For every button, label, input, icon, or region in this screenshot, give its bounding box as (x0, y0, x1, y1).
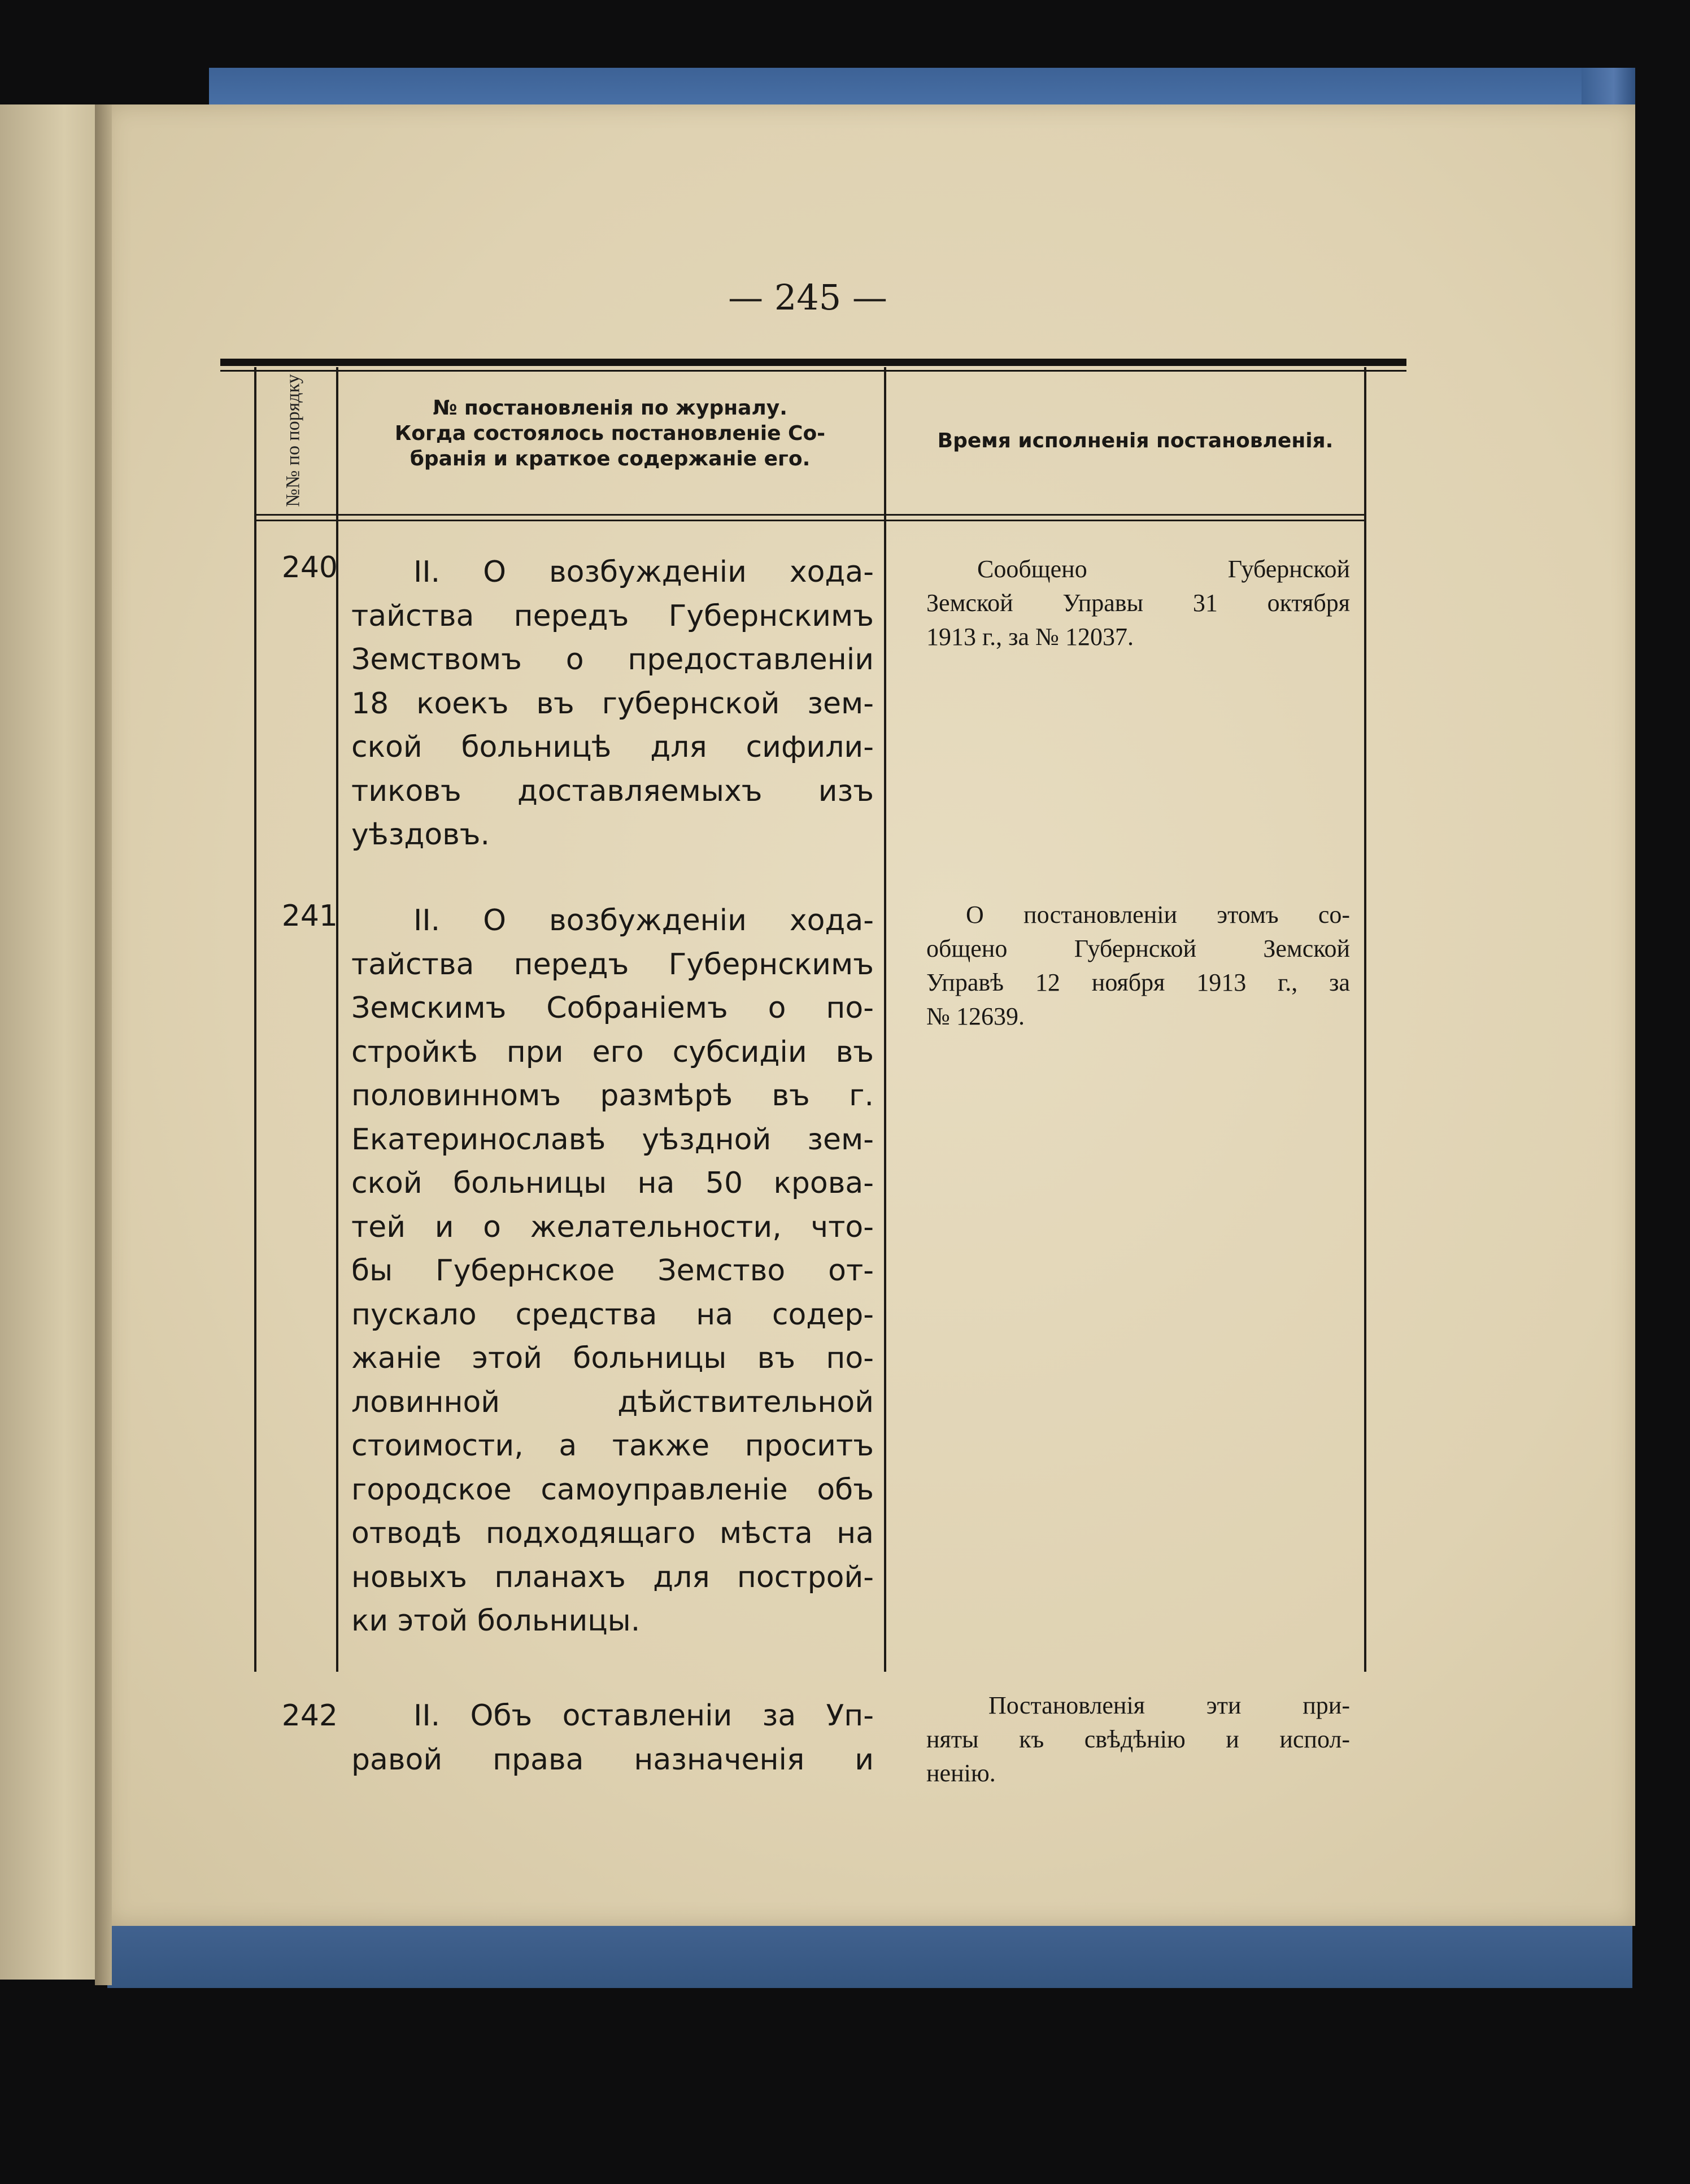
header-bottom-rule (254, 514, 1366, 516)
text-line: ской больницѣ для сифили- (351, 730, 874, 764)
header-resolution-line: № постановленія по журналу. (433, 396, 787, 420)
left-page-edge (0, 104, 107, 1980)
row-number: 240 (281, 551, 338, 585)
text-line: половинномъ размѣрѣ въ г. (351, 1079, 874, 1113)
text-line: Земствомъ о предоставленіи (351, 643, 874, 677)
execution-text (926, 898, 1350, 1034)
book-gutter (95, 104, 112, 1985)
resolution-text (351, 551, 874, 857)
text-line: тайства передъ Губернскимъ (351, 599, 874, 633)
row-number: 241 (281, 899, 338, 933)
resolution-text (351, 899, 874, 1644)
text-line: тиковъ доставляемыхъ изъ (351, 774, 874, 808)
text-line: II. О возбужденіи хода- (413, 555, 874, 589)
text-line: уѣздовъ. (351, 818, 490, 852)
header-bottom-rule-2 (254, 520, 1366, 521)
text-line: отводѣ подходящаго мѣста на (351, 1516, 874, 1550)
text-line: II. О возбужденіи хода- (413, 904, 874, 938)
text-line: равой права назначенія и (351, 1742, 874, 1777)
text-line: городское самоуправленіе объ (351, 1472, 874, 1507)
text-line: № 12639. (926, 1002, 1025, 1030)
text-line: II. Объ оставленіи за Уп- (413, 1699, 874, 1733)
header-number-column (260, 373, 328, 508)
text-line: общено Губернской Земской (926, 935, 1350, 962)
text-line: ской больницы на 50 крова- (351, 1166, 874, 1200)
text-line: Постановленія эти при- (988, 1692, 1350, 1719)
text-line: новыхъ планахъ для построй- (351, 1560, 874, 1594)
column-divider-2 (884, 367, 886, 1672)
text-line: 1913 г., за № 12037. (926, 623, 1134, 651)
execution-text (926, 1689, 1350, 1790)
text-line: стройкѣ при его субсидіи въ (351, 1035, 874, 1069)
text-line: стоимости, а также проситъ (351, 1429, 874, 1463)
text-line: ловинной дѣйствительной (351, 1385, 874, 1419)
header-resolution-line: Когда состоялось постановленіе Со- (394, 422, 826, 445)
text-line: пускало средства на содер- (351, 1297, 874, 1332)
text-line: бы Губернское Земство от- (351, 1254, 874, 1288)
text-line: Земской Управы 31 октября (926, 589, 1350, 617)
text-line: Земскимъ Собраніемъ о по- (351, 991, 874, 1025)
table-right-border (1364, 367, 1366, 1672)
text-line: тей и о желательности, что- (351, 1210, 874, 1244)
text-line: Екатеринославѣ уѣздной зем- (351, 1122, 874, 1157)
text-line: О постановленіи этомъ со- (966, 901, 1350, 928)
text-line: жаніе этой больницы въ по- (351, 1341, 874, 1375)
text-line: Управѣ 12 ноября 1913 г., за (926, 969, 1350, 996)
text-line: ки этой больницы. (351, 1604, 641, 1638)
text-line: Сообщено Губернской (977, 555, 1350, 583)
header-number-label: №№ по порядку (283, 374, 304, 507)
page-number: — 245 — (728, 277, 887, 318)
text-line: ненію. (926, 1759, 996, 1787)
table-left-border (254, 367, 256, 1672)
text-line: тайства пepeдъ Губернскимъ (351, 947, 874, 982)
text-line: няты къ свѣдѣнію и испол- (926, 1725, 1350, 1753)
execution-text (926, 552, 1350, 654)
row-number: 242 (281, 1699, 338, 1733)
header-resolution-column (345, 395, 876, 472)
table-top-rule-thin (220, 370, 1406, 372)
resolution-text (351, 1694, 874, 1782)
text-line: 18 коекъ въ губернской зем- (351, 686, 874, 721)
header-resolution-line: бранія и краткое содержаніе его. (410, 447, 811, 470)
table-top-rule (220, 359, 1406, 366)
header-execution-column: Время исполненія постановленія. (937, 429, 1334, 452)
